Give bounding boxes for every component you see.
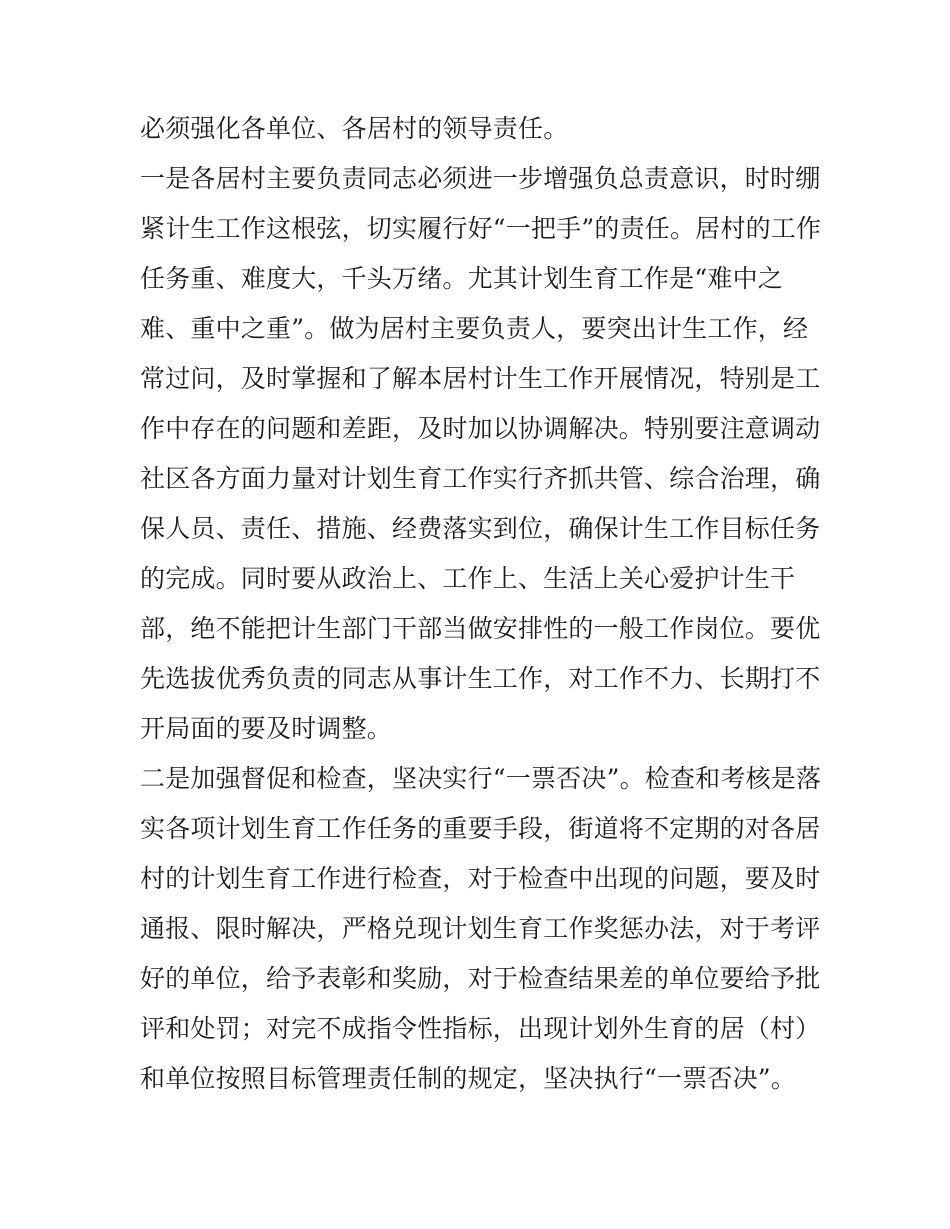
- text-line: 村的计划生育工作进行检查，对于检查中出现的问题，要及时: [140, 864, 821, 893]
- text-line: 难、重中之重”。做为居村主要负责人，要突出计生工作，经: [140, 314, 809, 343]
- text-line: 的完成。同时要从政治上、工作上、生活上关心爱护计生干: [140, 564, 796, 593]
- text-line: 通报、限时解决，严格兑现计划生育工作奖惩办法，对于考评: [140, 914, 821, 943]
- text-line: 社区各方面力量对计划生育工作实行齐抓共管、综合治理，确: [140, 464, 821, 493]
- text-line: 和单位按照目标管理责任制的规定，坚决执行“一票否决”。: [140, 1064, 796, 1093]
- text-line: 二是加强督促和检查，坚决实行“一票否决”。检查和考核是落: [140, 764, 822, 793]
- text-line: 实各项计划生育工作任务的重要手段，街道将不定期的对各居: [140, 814, 821, 843]
- text-line: 紧计生工作这根弦，切实履行好“一把手”的责任。居村的工作: [140, 214, 822, 243]
- text-line: 开局面的要及时调整。: [140, 714, 393, 743]
- text-line: 部，绝不能把计生部门干部当做安排性的一般工作岗位。要优: [140, 614, 821, 643]
- text-line: 必须强化各单位、各居村的领导责任。: [140, 114, 569, 143]
- text-line: 常过问，及时掌握和了解本居村计生工作开展情况，特别是工: [140, 364, 821, 393]
- text-line: 评和处罚；对完不成指令性指标，出现计划外生育的居（村）: [140, 1014, 821, 1043]
- text-line: 保人员、责任、措施、经费落实到位，确保计生工作目标任务: [140, 514, 821, 543]
- text-line: 先选拔优秀负责的同志从事计生工作，对工作不力、长期打不: [140, 664, 821, 693]
- text-line: 作中存在的问题和差距，及时加以协调解决。特别要注意调动: [140, 414, 821, 443]
- text-line: 一是各居村主要负责同志必须进一步增强负总责意识，时时绷: [140, 164, 821, 193]
- text-line: 任务重、难度大，千头万绪。尤其计划生育工作是“难中之: [140, 264, 783, 293]
- text-line: 好的单位，给予表彰和奖励，对于检查结果差的单位要给予批: [140, 964, 821, 993]
- document-body: [140, 104, 820, 1104]
